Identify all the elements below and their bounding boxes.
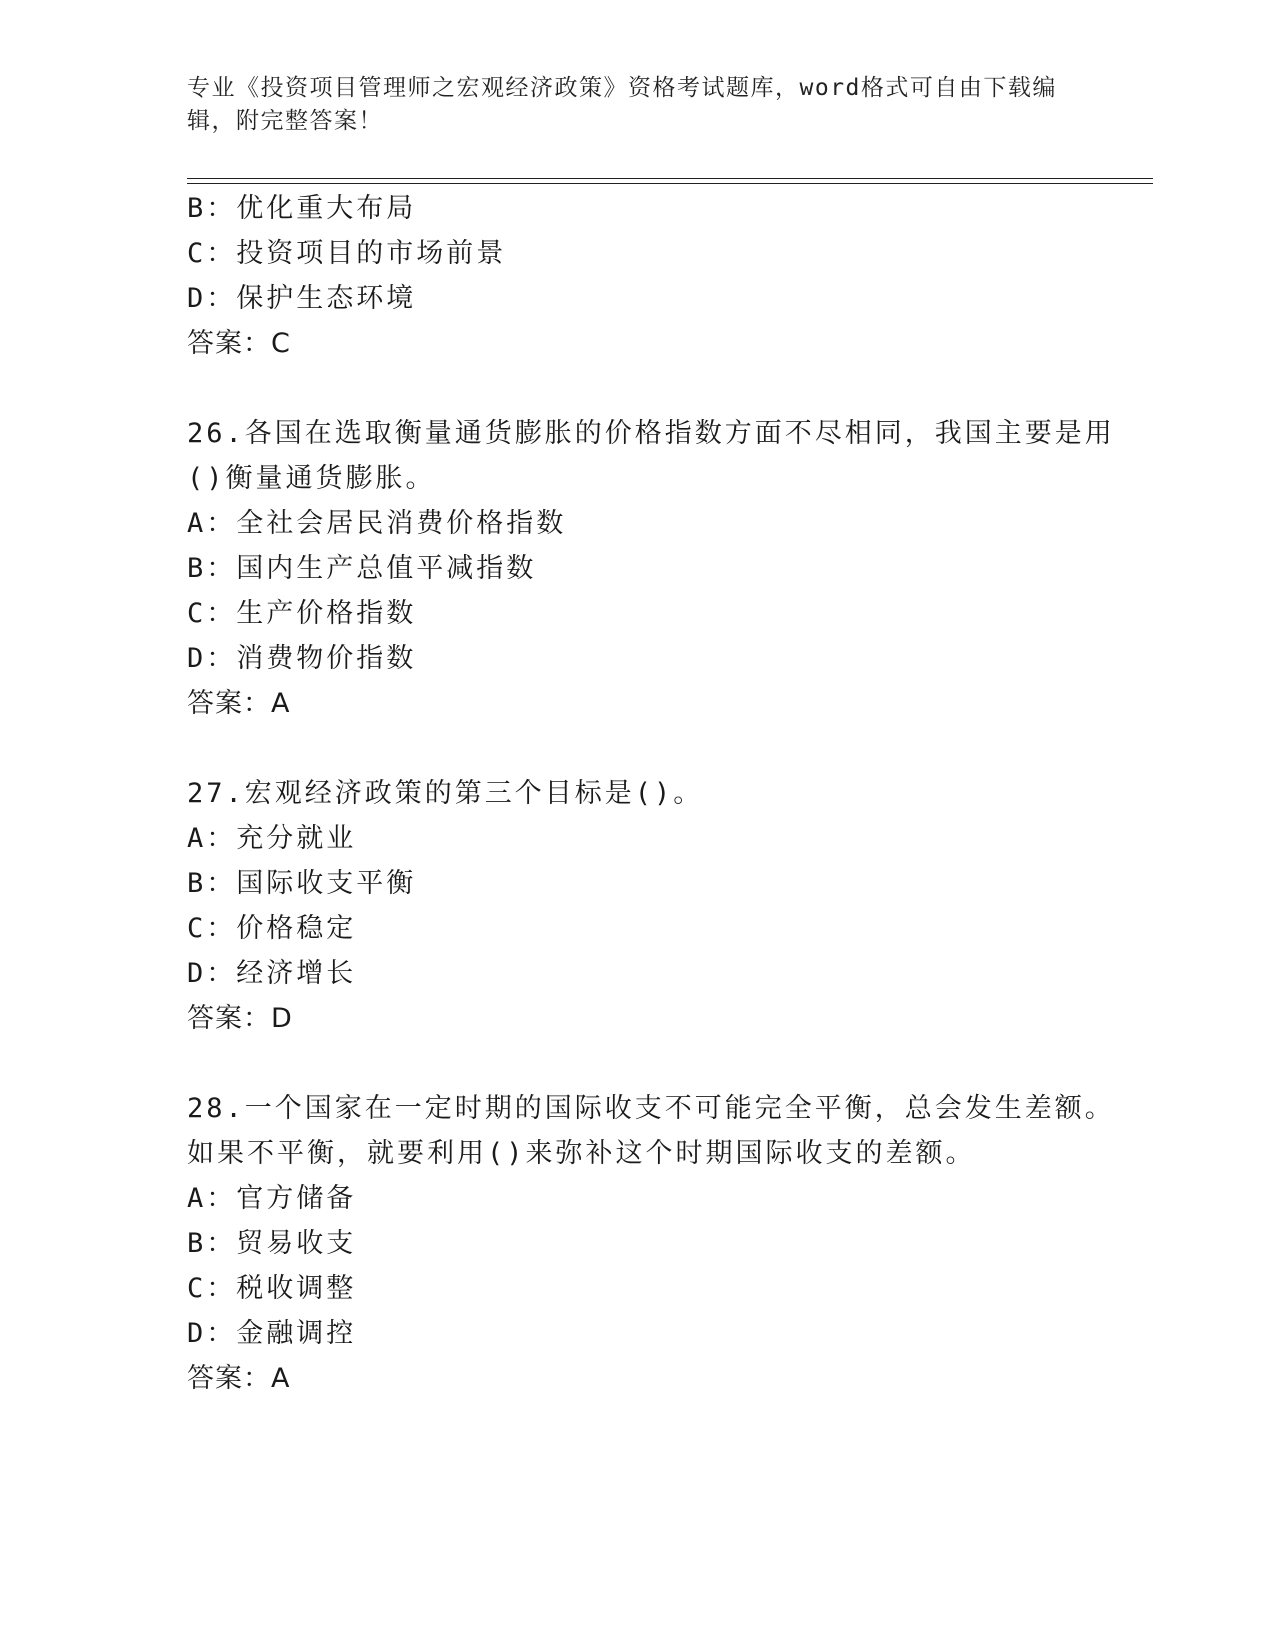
- option-d: D：保护生态环境: [187, 283, 417, 314]
- option-d: D：经济增长: [187, 958, 357, 989]
- question-stem: ()衡量通货膨胀。: [187, 463, 436, 494]
- option-a: A：全社会居民消费价格指数: [187, 508, 567, 539]
- option-c: C：税收调整: [187, 1273, 357, 1304]
- header-line-2: 辑，附完整答案！: [187, 108, 383, 134]
- option-a: A：官方储备: [187, 1183, 357, 1214]
- option-b: B：优化重大布局: [187, 193, 417, 224]
- question-stem: 28.一个国家在一定时期的国际收支不可能完全平衡，总会发生差额。: [187, 1093, 1115, 1124]
- answer-line: 答案：C: [187, 328, 291, 359]
- header-rule-top: [187, 178, 1153, 179]
- answer-line: 答案：D: [187, 1003, 293, 1034]
- header-line-1: 专业《投资项目管理师之宏观经济政策》资格考试题库，word格式可自由下载编: [187, 75, 1057, 101]
- answer-line: 答案：A: [187, 688, 291, 719]
- header-rule-bottom: [187, 183, 1153, 184]
- question-stem: 27.宏观经济政策的第三个目标是()。: [187, 778, 704, 809]
- option-d: D：消费物价指数: [187, 643, 417, 674]
- option-a: A：充分就业: [187, 823, 357, 854]
- option-b: B：贸易收支: [187, 1228, 357, 1259]
- question-stem: 26.各国在选取衡量通货膨胀的价格指数方面不尽相同，我国主要是用: [187, 418, 1115, 449]
- option-c: C：生产价格指数: [187, 598, 417, 629]
- option-c: C：投资项目的市场前景: [187, 238, 507, 269]
- option-b: B：国际收支平衡: [187, 868, 417, 899]
- option-b: B：国内生产总值平减指数: [187, 553, 537, 584]
- document-header: [187, 72, 1067, 138]
- question-stem: 如果不平衡，就要利用()来弥补这个时期国际收支的差额。: [187, 1138, 976, 1169]
- answer-line: 答案：A: [187, 1363, 291, 1394]
- option-c: C：价格稳定: [187, 913, 357, 944]
- option-d: D：金融调控: [187, 1318, 357, 1349]
